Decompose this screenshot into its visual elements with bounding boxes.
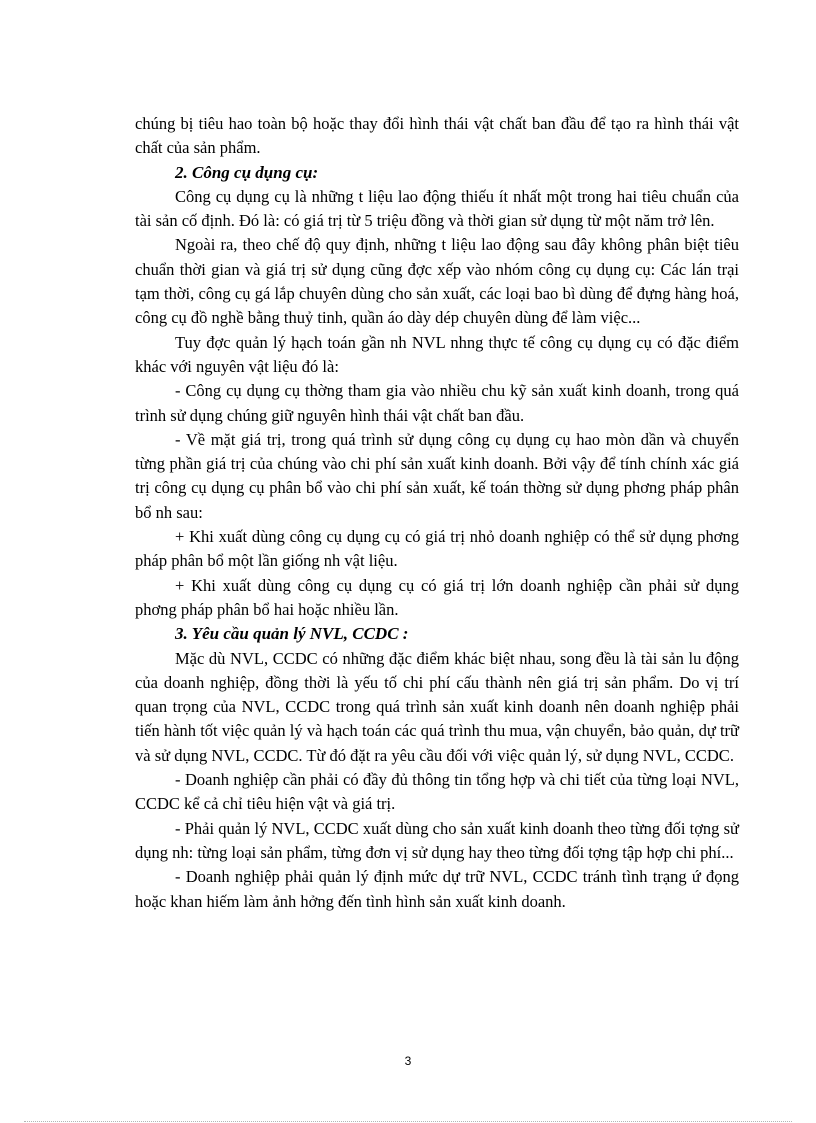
section-heading-yeu-cau-quan-ly: 3. Yêu cầu quản lý NVL, CCDC : xyxy=(175,624,409,644)
page-number: 3 xyxy=(404,1054,412,1068)
document-body xyxy=(135,112,739,914)
paragraph: Tuy đợc quản lý hạch toán gần nh NVL nhng thực tế công cụ dụng cụ có đặc điểm khác với nguyên vật liệu đó là: xyxy=(135,332,739,376)
list-item: - Doanh nghiệp cần phải có đầy đủ thông tin tổng hợp và chi tiết của từng loại NVL, CCDC kể cả chỉ tiêu hiện vật và giá trị. xyxy=(135,770,739,814)
page-bottom-divider xyxy=(24,1121,792,1122)
paragraph: Ngoài ra, theo chế độ quy định, những t liệu lao động sau đây không phân biệt tiêu chuẩn thời gian và giá trị sử dụng cũng đợc xếp vào nhóm công cụ dụng cụ: Các lán trại tạm thời, công cụ gá lắp chuyên dùng cho sản xuất, các loại bao bì dùng để đựng hàng hoá, công cụ đồ nghề bằng thuỷ tinh, quần áo dày dép chuyên dùng để làm việc... xyxy=(135,235,739,328)
list-item: - Phải quản lý NVL, CCDC xuất dùng cho sản xuất kinh doanh theo từng đối tợng sử dụng nh: từng loại sản phẩm, từng đơn vị sử dụng hay theo từng đối tợng tập hợp chi phí... xyxy=(135,818,739,862)
list-item: + Khi xuất dùng công cụ dụng cụ có giá trị lớn doanh nghiệp cần phải sử dụng phơng pháp phân bổ hai hoặc nhiều lần. xyxy=(135,575,739,619)
paragraph: Công cụ dụng cụ là những t liệu lao động thiếu ít nhất một trong hai tiêu chuẩn của tài sản cố định. Đó là: có giá trị từ 5 triệu đồng và thời gian sử dụng từ một năm trở lên. xyxy=(135,186,739,231)
list-item: - Doanh nghiệp phải quản lý định mức dự trữ NVL, CCDC tránh tình trạng ứ đọng hoặc khan hiếm làm ảnh hởng đến tình hình sản xuất kinh doanh. xyxy=(135,867,739,911)
list-item: - Về mặt giá trị, trong quá trình sử dụng công cụ dụng cụ hao mòn dần và chuyển từng phần giá trị của chúng vào chi phí sản xuất kinh doanh. Bởi vậy để tính chính xác giá trị công cụ dụng cụ phân bổ vào chi phí sản xuất, kế toán thờng sử dụng phơng pháp phân bổ nh sau: xyxy=(135,429,739,522)
paragraph: Mặc dù NVL, CCDC có những đặc điểm khác biệt nhau, song đều là tài sản lu động của doanh nghiệp, đồng thời là yếu tố chi phí cấu thành nên giá trị sản phẩm. Do vị trí quan trọng của NVL, CCDC trong quá trình sản xuất kinh doanh nên doanh nghiệp phải tiến hành tốt việc quản lý và hạch toán các quá trình thu mua, vận chuyển, bảo quản, dự trữ và sử dụng NVL, CCDC. Từ đó đặt ra yêu cầu đối với việc quản lý, sử dụng NVL, CCDC. xyxy=(135,648,739,765)
list-item: + Khi xuất dùng công cụ dụng cụ có giá trị nhỏ doanh nghiệp có thể sử dụng phơng pháp phân bổ một lần giống nh vật liệu. xyxy=(135,527,739,571)
paragraph-continuation: chúng bị tiêu hao toàn bộ hoặc thay đổi hình thái vật chất ban đầu để tạo ra hình thái vật chất của sản phẩm. xyxy=(135,114,739,158)
section-heading-cong-cu-dung-cu: 2. Công cụ dụng cụ: xyxy=(175,162,319,182)
list-item: - Công cụ dụng cụ thờng tham gia vào nhiều chu kỹ sản xuất kinh doanh, trong quá trình sử dụng chúng giữ nguyên hình thái vật chất ban đầu. xyxy=(135,381,739,425)
